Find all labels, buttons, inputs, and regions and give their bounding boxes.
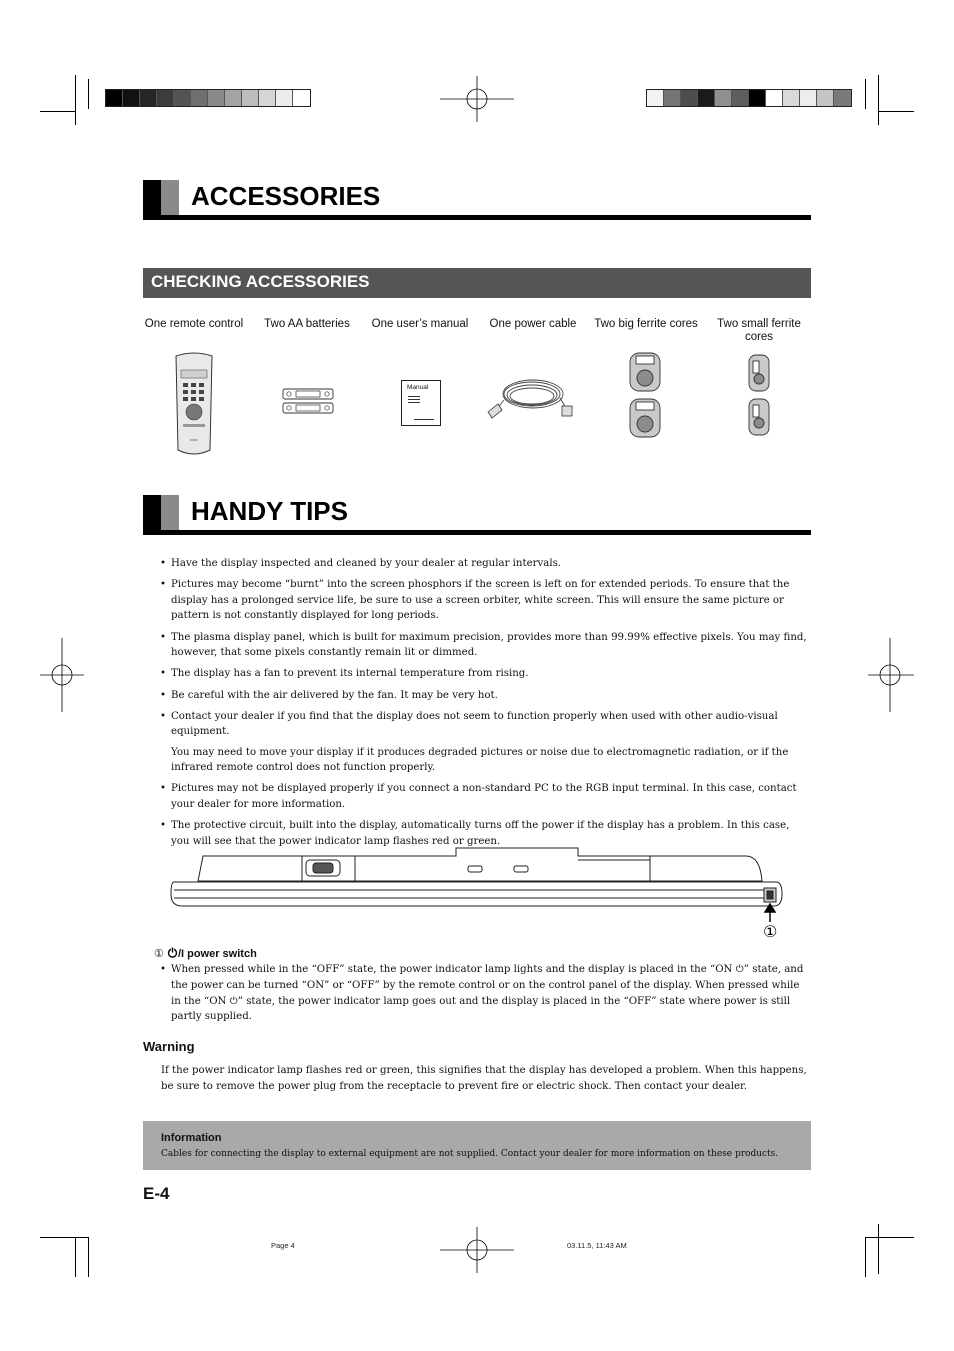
diagram-callout-1: ①	[763, 922, 778, 941]
tip-item: • The display has a fan to prevent its internal temperature from rising.	[160, 666, 810, 682]
tip-item: • The protective circuit, built into the display, automatically turns off the power if the display has a problem. In this case, you will see that the power indicator lamp flashes red or green.	[160, 818, 810, 849]
color-swatch	[834, 90, 851, 106]
checking-accessories-title: CHECKING ACCESSORIES	[151, 272, 370, 291]
display-bottom-diagram	[168, 846, 788, 946]
color-swatch	[123, 90, 140, 106]
tip-item: • The plasma display panel, which is built for maximum precision, provides more than 99.99% effective pixels. You may find, however, that some pixels constantly remain lit or dimmed.	[160, 630, 810, 661]
tip-item: • Pictures may become “burnt” into the screen phosphors if the screen is left on for extended periods. To ensure that the display has a prolonged service life, be sure to use a screen orbiter, white screen. This will ensure the same picture or pattern is not constantly displayed for long periods.	[160, 577, 810, 624]
warning-text: If the power indicator lamp flashes red or green, this signifies that the display has developed a problem. When this happens, be sure to remove the power plug from the receptacle to prevent fire or electric shock. Then contact your dealer.	[161, 1065, 807, 1092]
handy-tips-heading	[143, 495, 811, 535]
manual-illustration	[401, 380, 441, 426]
tip-item: • Have the display inspected and cleaned by your dealer at regular intervals.	[160, 556, 810, 572]
footer-page: Page 4	[271, 1241, 295, 1250]
power-switch-text: • When pressed while in the “OFF” state, the power indicator lamp lights and the display is placed in the “ON ⏻” state, and the power can be turned “ON” or “OFF” by the remote control or on the control panel of the display. When pressed while in the “ON ⏻” state, the power indicator lamp goes out and the display is placed in the “OFF” state where power is still partly supplied.	[160, 962, 812, 1025]
aa-batteries-illustration	[282, 387, 334, 415]
handy-tips-list	[160, 556, 810, 855]
color-swatch	[157, 90, 174, 106]
accessory-label-batteries: Two AA batteries	[264, 318, 350, 330]
power-icon	[167, 947, 178, 958]
power-switch-label: /I power switch	[177, 948, 257, 960]
color-swatch	[174, 90, 191, 106]
small-ferrite-cores-illustration	[747, 353, 771, 439]
accessory-label-remote: One remote control	[144, 318, 244, 330]
tip-item: • Contact your dealer if you find that the display does not seem to function properly when used with other audio-visual equipment.	[160, 709, 810, 740]
handy-tips-title: HANDY TIPS	[191, 496, 348, 526]
accessory-label-small-ferrite: Two small ferrite cores	[717, 318, 801, 343]
color-swatch	[293, 90, 310, 106]
color-swatch	[749, 90, 766, 106]
color-swatch	[766, 90, 783, 106]
information-title: Information	[161, 1132, 222, 1144]
power-switch-number: ①	[154, 948, 164, 960]
checking-accessories-heading	[143, 268, 811, 298]
color-swatch	[800, 90, 817, 106]
color-swatch	[664, 90, 681, 106]
tip-item-continuation: You may need to move your display if it produces degraded pictures or noise due to electromagnetic radiation, or if the infrared remote control does not function properly.	[171, 746, 789, 774]
color-swatch	[698, 90, 715, 106]
manual-cover-text: Manual	[407, 384, 429, 391]
big-ferrite-cores-illustration	[628, 350, 662, 442]
tip-item: • Pictures may not be displayed properly if you connect a non-standard PC to the RGB input terminal. In this case, contact your dealer for more information.	[160, 781, 810, 812]
color-swatch	[225, 90, 242, 106]
page-number: E-4	[143, 1184, 170, 1203]
color-swatch	[242, 90, 259, 106]
accessory-label-manual: One user’s manual	[371, 318, 469, 330]
information-box	[143, 1121, 811, 1170]
color-swatch	[208, 90, 225, 106]
color-swatch	[259, 90, 276, 106]
color-swatch	[732, 90, 749, 106]
color-swatch	[715, 90, 732, 106]
remote-control-illustration	[172, 352, 216, 458]
color-swatch	[817, 90, 834, 106]
tip-item: • Be careful with the air delivered by the fan. It may be very hot.	[160, 688, 810, 704]
color-calibration-strip-right	[646, 89, 852, 107]
accessory-label-power-cable: One power cable	[489, 318, 577, 330]
color-calibration-strip-left	[105, 89, 311, 107]
color-swatch	[140, 90, 157, 106]
information-text: Cables for connecting the display to external equipment are not supplied. Contact your dealer for more information on these products.	[161, 1149, 779, 1159]
color-swatch	[647, 90, 664, 106]
accessories-heading	[143, 180, 811, 220]
color-swatch	[106, 90, 123, 106]
color-swatch	[681, 90, 698, 106]
color-swatch	[191, 90, 208, 106]
footer-timestamp: 03.11.5, 11:43 AM	[567, 1241, 627, 1250]
color-swatch	[276, 90, 293, 106]
accessories-title: ACCESSORIES	[191, 181, 381, 211]
warning-title: Warning	[143, 1039, 195, 1054]
accessory-label-big-ferrite: Two big ferrite cores	[594, 318, 698, 330]
power-switch-heading	[154, 947, 257, 960]
power-cable-illustration	[486, 372, 576, 424]
color-swatch	[783, 90, 800, 106]
